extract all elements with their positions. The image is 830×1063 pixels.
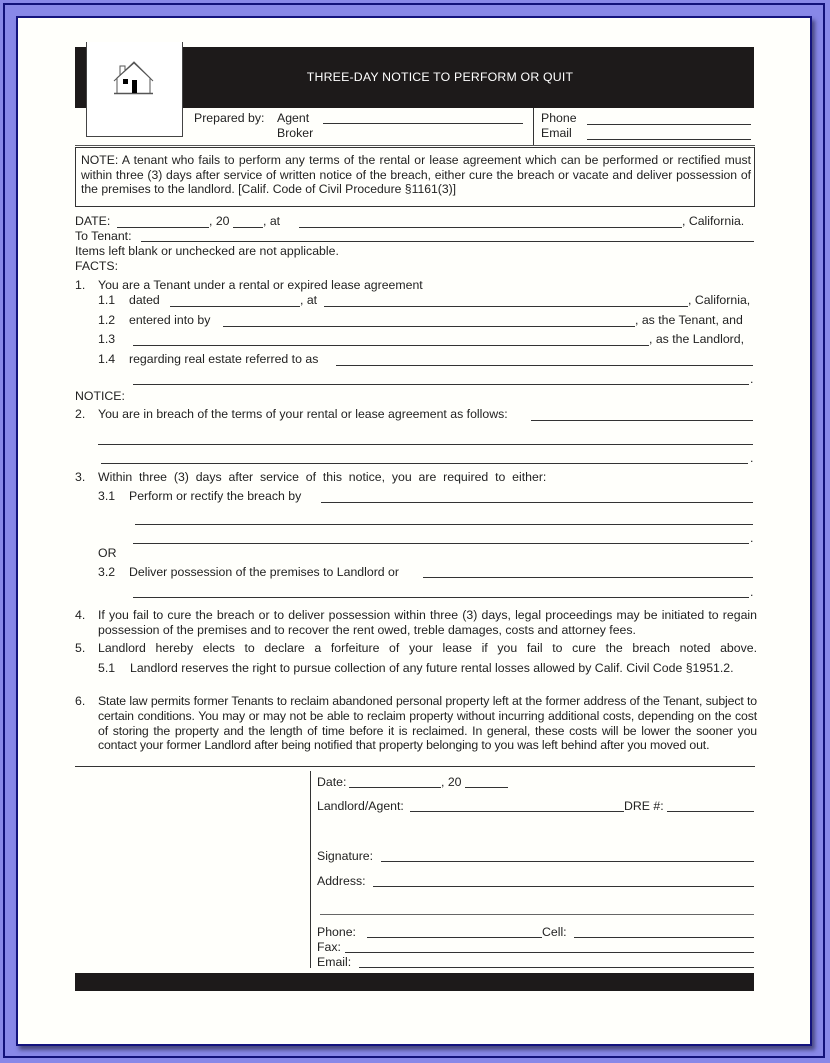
item-5-1-text: Landlord reserves the right to pursue collection of any future rental losses allowed by Calif. Civil Code §1951.2.: [130, 661, 734, 675]
deliver-field-1[interactable]: [423, 577, 753, 578]
landlord-agent-label: Landlord/Agent:: [317, 799, 404, 813]
sig-year-field[interactable]: [465, 787, 508, 788]
signature-field[interactable]: [381, 861, 754, 862]
header-phone-field[interactable]: [587, 124, 751, 125]
lease-city-field[interactable]: [324, 306, 688, 307]
sig-email-field[interactable]: [359, 967, 754, 968]
dre-field[interactable]: [667, 811, 754, 812]
item-3-1-number: 3.1: [98, 489, 116, 503]
header-email-field[interactable]: [587, 139, 751, 140]
address-label: Address:: [317, 874, 366, 888]
item-5-number: 5.: [75, 641, 86, 655]
item-3-2-end: .: [750, 585, 754, 599]
item-2-number: 2.: [75, 407, 86, 421]
cell-label: Cell:: [542, 925, 567, 939]
item-1-2-number: 1.2: [98, 313, 116, 327]
signature-divider: [310, 771, 311, 968]
agent-field[interactable]: [323, 123, 523, 124]
item-1-2-suffix: , as the Tenant, and: [635, 313, 743, 327]
deliver-field-2[interactable]: [133, 597, 749, 598]
item-1-number: 1.: [75, 278, 86, 292]
item-5-1-number: 5.1: [98, 661, 116, 675]
or-label: OR: [98, 546, 117, 560]
item-4-number: 4.: [75, 608, 86, 622]
item-5-text: Landlord hereby elects to declare a forfeiture of your lease if you fail to cure the breach noted above.: [98, 641, 757, 655]
item-3-2-label: Deliver possession of the premises to Landlord or: [129, 565, 399, 579]
property-description-field-1[interactable]: [336, 365, 753, 366]
prepared-by-label: Prepared by:: [194, 111, 265, 125]
landlord-agent-field[interactable]: [410, 811, 624, 812]
address-field-1[interactable]: [373, 886, 754, 887]
agent-label: Agent: [277, 111, 310, 125]
rectify-field-3[interactable]: [133, 543, 749, 544]
item-3-1-label: Perform or rectify the breach by: [129, 489, 302, 503]
broker-label: Broker: [277, 126, 314, 140]
item-1-text: You are a Tenant under a rental or expired lease agreement: [98, 278, 423, 292]
date-label: DATE:: [75, 214, 111, 228]
breach-field-2[interactable]: [98, 444, 753, 445]
item-1-4-label: regarding real estate referred to as: [129, 352, 319, 366]
notice-heading: NOTICE:: [75, 389, 125, 403]
document-title: THREE-DAY NOTICE TO PERFORM OR QUIT: [306, 70, 574, 84]
cell-field[interactable]: [574, 937, 754, 938]
item-4-text: If you fail to cure the breach or to deliver possession within three (3) days, legal proceedings may be initiated to regain possession of the premises and to recover the rent owed, treble damages, costs and attorney fees.: [98, 608, 757, 638]
item-1-1-suffix: , California,: [688, 293, 751, 307]
item-1-3-number: 1.3: [98, 332, 116, 346]
header-divider: [533, 108, 534, 146]
footer-bar: [75, 973, 754, 991]
at-label: , at: [263, 214, 281, 228]
sig-phone-label: Phone:: [317, 925, 356, 939]
rectify-field-1[interactable]: [321, 502, 753, 503]
tenant-party-field[interactable]: [223, 326, 635, 327]
header-email-label: Email: [541, 126, 572, 140]
item-1-1-number: 1.1: [98, 293, 116, 307]
item-1-3-suffix: , as the Landlord,: [649, 332, 745, 346]
item-1-1-label: dated: [129, 293, 160, 307]
signature-label: Signature:: [317, 849, 374, 863]
item-1-1-at: , at: [300, 293, 318, 307]
property-description-field-2[interactable]: [133, 384, 749, 385]
fax-label: Fax:: [317, 940, 341, 954]
item-2-end: .: [750, 451, 754, 465]
year-prefix: , 20: [209, 214, 230, 228]
dre-label: DRE #:: [624, 799, 664, 813]
breach-field-1[interactable]: [531, 420, 753, 421]
item-6-number: 6.: [75, 694, 86, 708]
item-3-2-number: 3.2: [98, 565, 116, 579]
to-tenant-label: To Tenant:: [75, 229, 132, 243]
tenant-name-field[interactable]: [141, 241, 754, 242]
header-phone-label: Phone: [541, 111, 577, 125]
sig-date-field[interactable]: [349, 787, 441, 788]
breach-field-3[interactable]: [101, 463, 748, 464]
date-field[interactable]: [117, 227, 209, 228]
item-3-text: Within three (3) days after service of this notice, you are required to either:: [98, 470, 547, 484]
house-icon: [87, 42, 184, 137]
state-suffix: , California.: [682, 214, 745, 228]
sig-date-label: Date:: [317, 775, 347, 789]
blank-note: Items left blank or unchecked are not applicable.: [75, 244, 339, 258]
item-3-1-end: .: [750, 531, 754, 545]
rectify-field-2[interactable]: [135, 524, 753, 525]
city-field[interactable]: [299, 227, 682, 228]
year-field[interactable]: [233, 227, 263, 228]
sig-phone-field[interactable]: [367, 937, 542, 938]
lease-date-field[interactable]: [170, 306, 300, 307]
facts-heading: FACTS:: [75, 259, 119, 273]
item-2-text: You are in breach of the terms of your rental or lease agreement as follows:: [98, 407, 508, 421]
address-field-2[interactable]: [320, 914, 754, 915]
sig-email-label: Email:: [317, 955, 352, 969]
signature-section-rule: [75, 766, 755, 767]
logo-box: [86, 42, 183, 137]
item-6-text: State law permits former Tenants to reclaim abandoned personal property left at the former address of the Tenant, subject to certain conditions. You may or may not be able to reclaim property without incurring additional costs, depending on the cost of storing the property and the length of time before it is reclaimed. In general, these costs will be lower the sooner you contact your former Landlord after being notified that property belonging to you was left behind after you moved out.: [98, 694, 757, 753]
legal-note: NOTE: A tenant who fails to perform any terms of the rental or lease agreement which can be performed or rectified must within three (3) days after service of written notice of the breach, either cure the breach or vacate and deliver possession of the premises to the landlord. [Calif. Code of Civil Procedure §1161(3)]: [75, 147, 755, 207]
item-1-2-label: entered into by: [129, 313, 211, 327]
item-1-4-number: 1.4: [98, 352, 116, 366]
fax-field[interactable]: [345, 952, 754, 953]
item-1-4-end: .: [750, 372, 754, 386]
sig-year-prefix: , 20: [441, 775, 462, 789]
header-bottom-rule: [75, 145, 755, 146]
landlord-party-field[interactable]: [133, 345, 649, 346]
item-3-number: 3.: [75, 470, 86, 484]
